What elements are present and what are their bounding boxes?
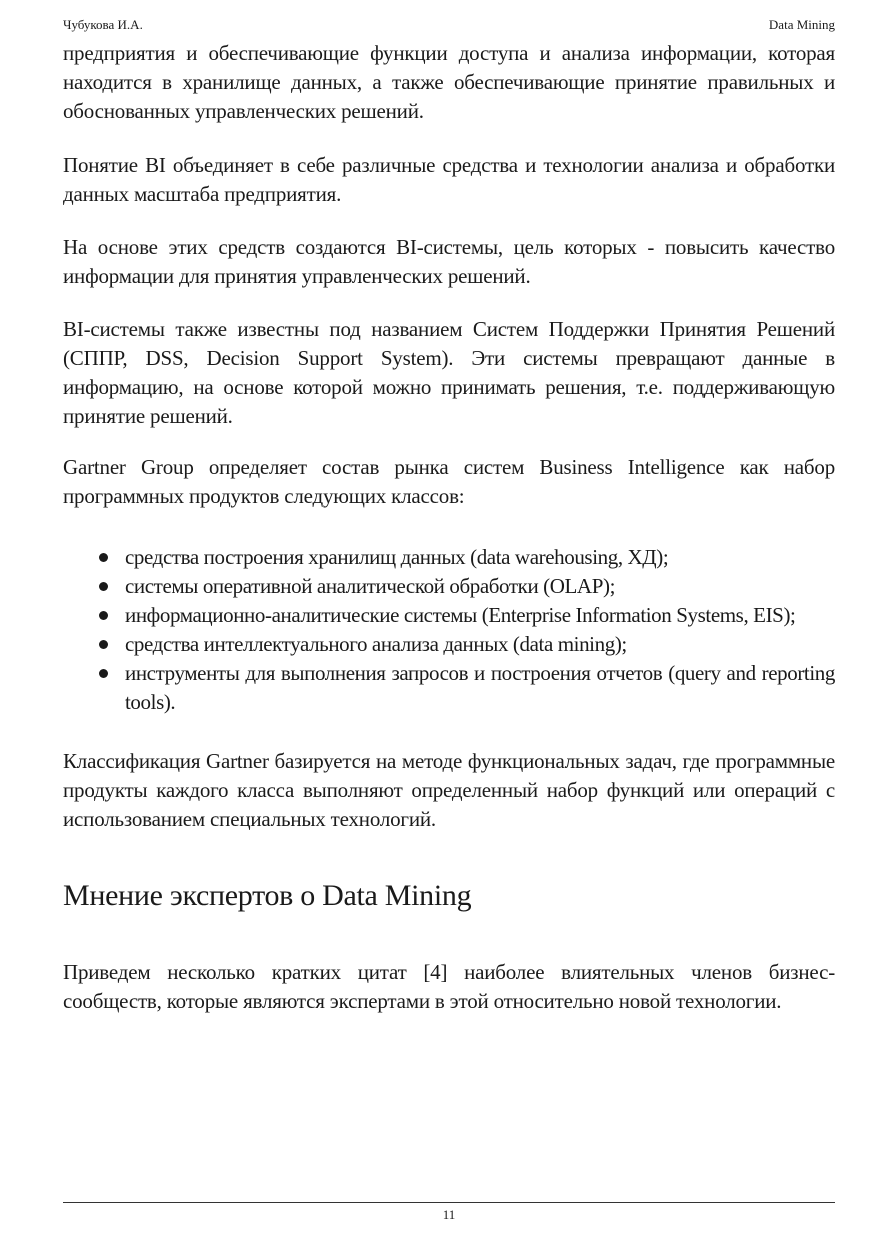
bullet-icon bbox=[99, 582, 108, 591]
page-content bbox=[63, 39, 835, 1016]
document-page bbox=[63, 0, 835, 1241]
bi-classes-list bbox=[63, 543, 835, 717]
paragraph-continuation: предприятия и обеспечивающие функции доступа и анализа информации, которая находится в хранилище данных, а также обеспечивающие принятие правильных и обоснованных управленческих решений. bbox=[63, 41, 835, 123]
paragraph-bi-concept: Понятие BI объединяет в себе различные средства и технологии анализа и обработки данных масштаба предприятия. bbox=[63, 153, 835, 206]
list-item: средства интеллектуального анализа данных (data mining); bbox=[125, 630, 835, 659]
bullet-icon bbox=[99, 640, 108, 649]
bullet-icon bbox=[99, 669, 108, 678]
list-item: инструменты для выполнения запросов и построения отчетов (query and reporting tools). bbox=[125, 659, 835, 717]
header-author: Чубукова И.А. bbox=[63, 17, 143, 32]
list-item: информационно-аналитические системы (Enterprise Information Systems, EIS); bbox=[125, 601, 835, 630]
header-title: Data Mining bbox=[768, 17, 835, 32]
page-number: 11 bbox=[442, 1207, 456, 1222]
bullet-icon bbox=[99, 611, 108, 620]
footer-divider bbox=[63, 1202, 835, 1203]
list-item: средства построения хранилищ данных (data warehousing, ХД); bbox=[125, 543, 835, 572]
section-heading: Мнение экспертов о Data Mining bbox=[63, 879, 472, 912]
paragraph-expert-quotes: Приведем несколько кратких цитат [4] наиболее влиятельных членов бизнес-сообществ, которые являются экспертами в этой относительно новой технологии. bbox=[63, 960, 835, 1013]
page-header bbox=[63, 17, 835, 33]
bullet-icon bbox=[99, 553, 108, 562]
paragraph-dss: BI-системы также известны под названием Систем Поддержки Принятия Решений (СППР, DSS, Decision Support System). Эти системы превращают данные в информацию, на основе которой можно принимать решения, т.е. поддерживающую принятие решений. bbox=[63, 317, 835, 428]
paragraph-bi-systems-goal: На основе этих средств создаются BI-системы, цель которых - повысить качество информации для принятия управленческих решений. bbox=[63, 235, 835, 288]
list-item: системы оперативной аналитической обработки (OLAP); bbox=[125, 572, 835, 601]
paragraph-gartner-intro: Gartner Group определяет состав рынка систем Business Intelligence как набор программных продуктов следующих классов: bbox=[63, 455, 835, 508]
paragraph-gartner-classification: Классификация Gartner базируется на методе функциональных задач, где программные продукты каждого класса выполняют определенный набор функций или операций с использованием специальных технологий. bbox=[63, 749, 835, 831]
